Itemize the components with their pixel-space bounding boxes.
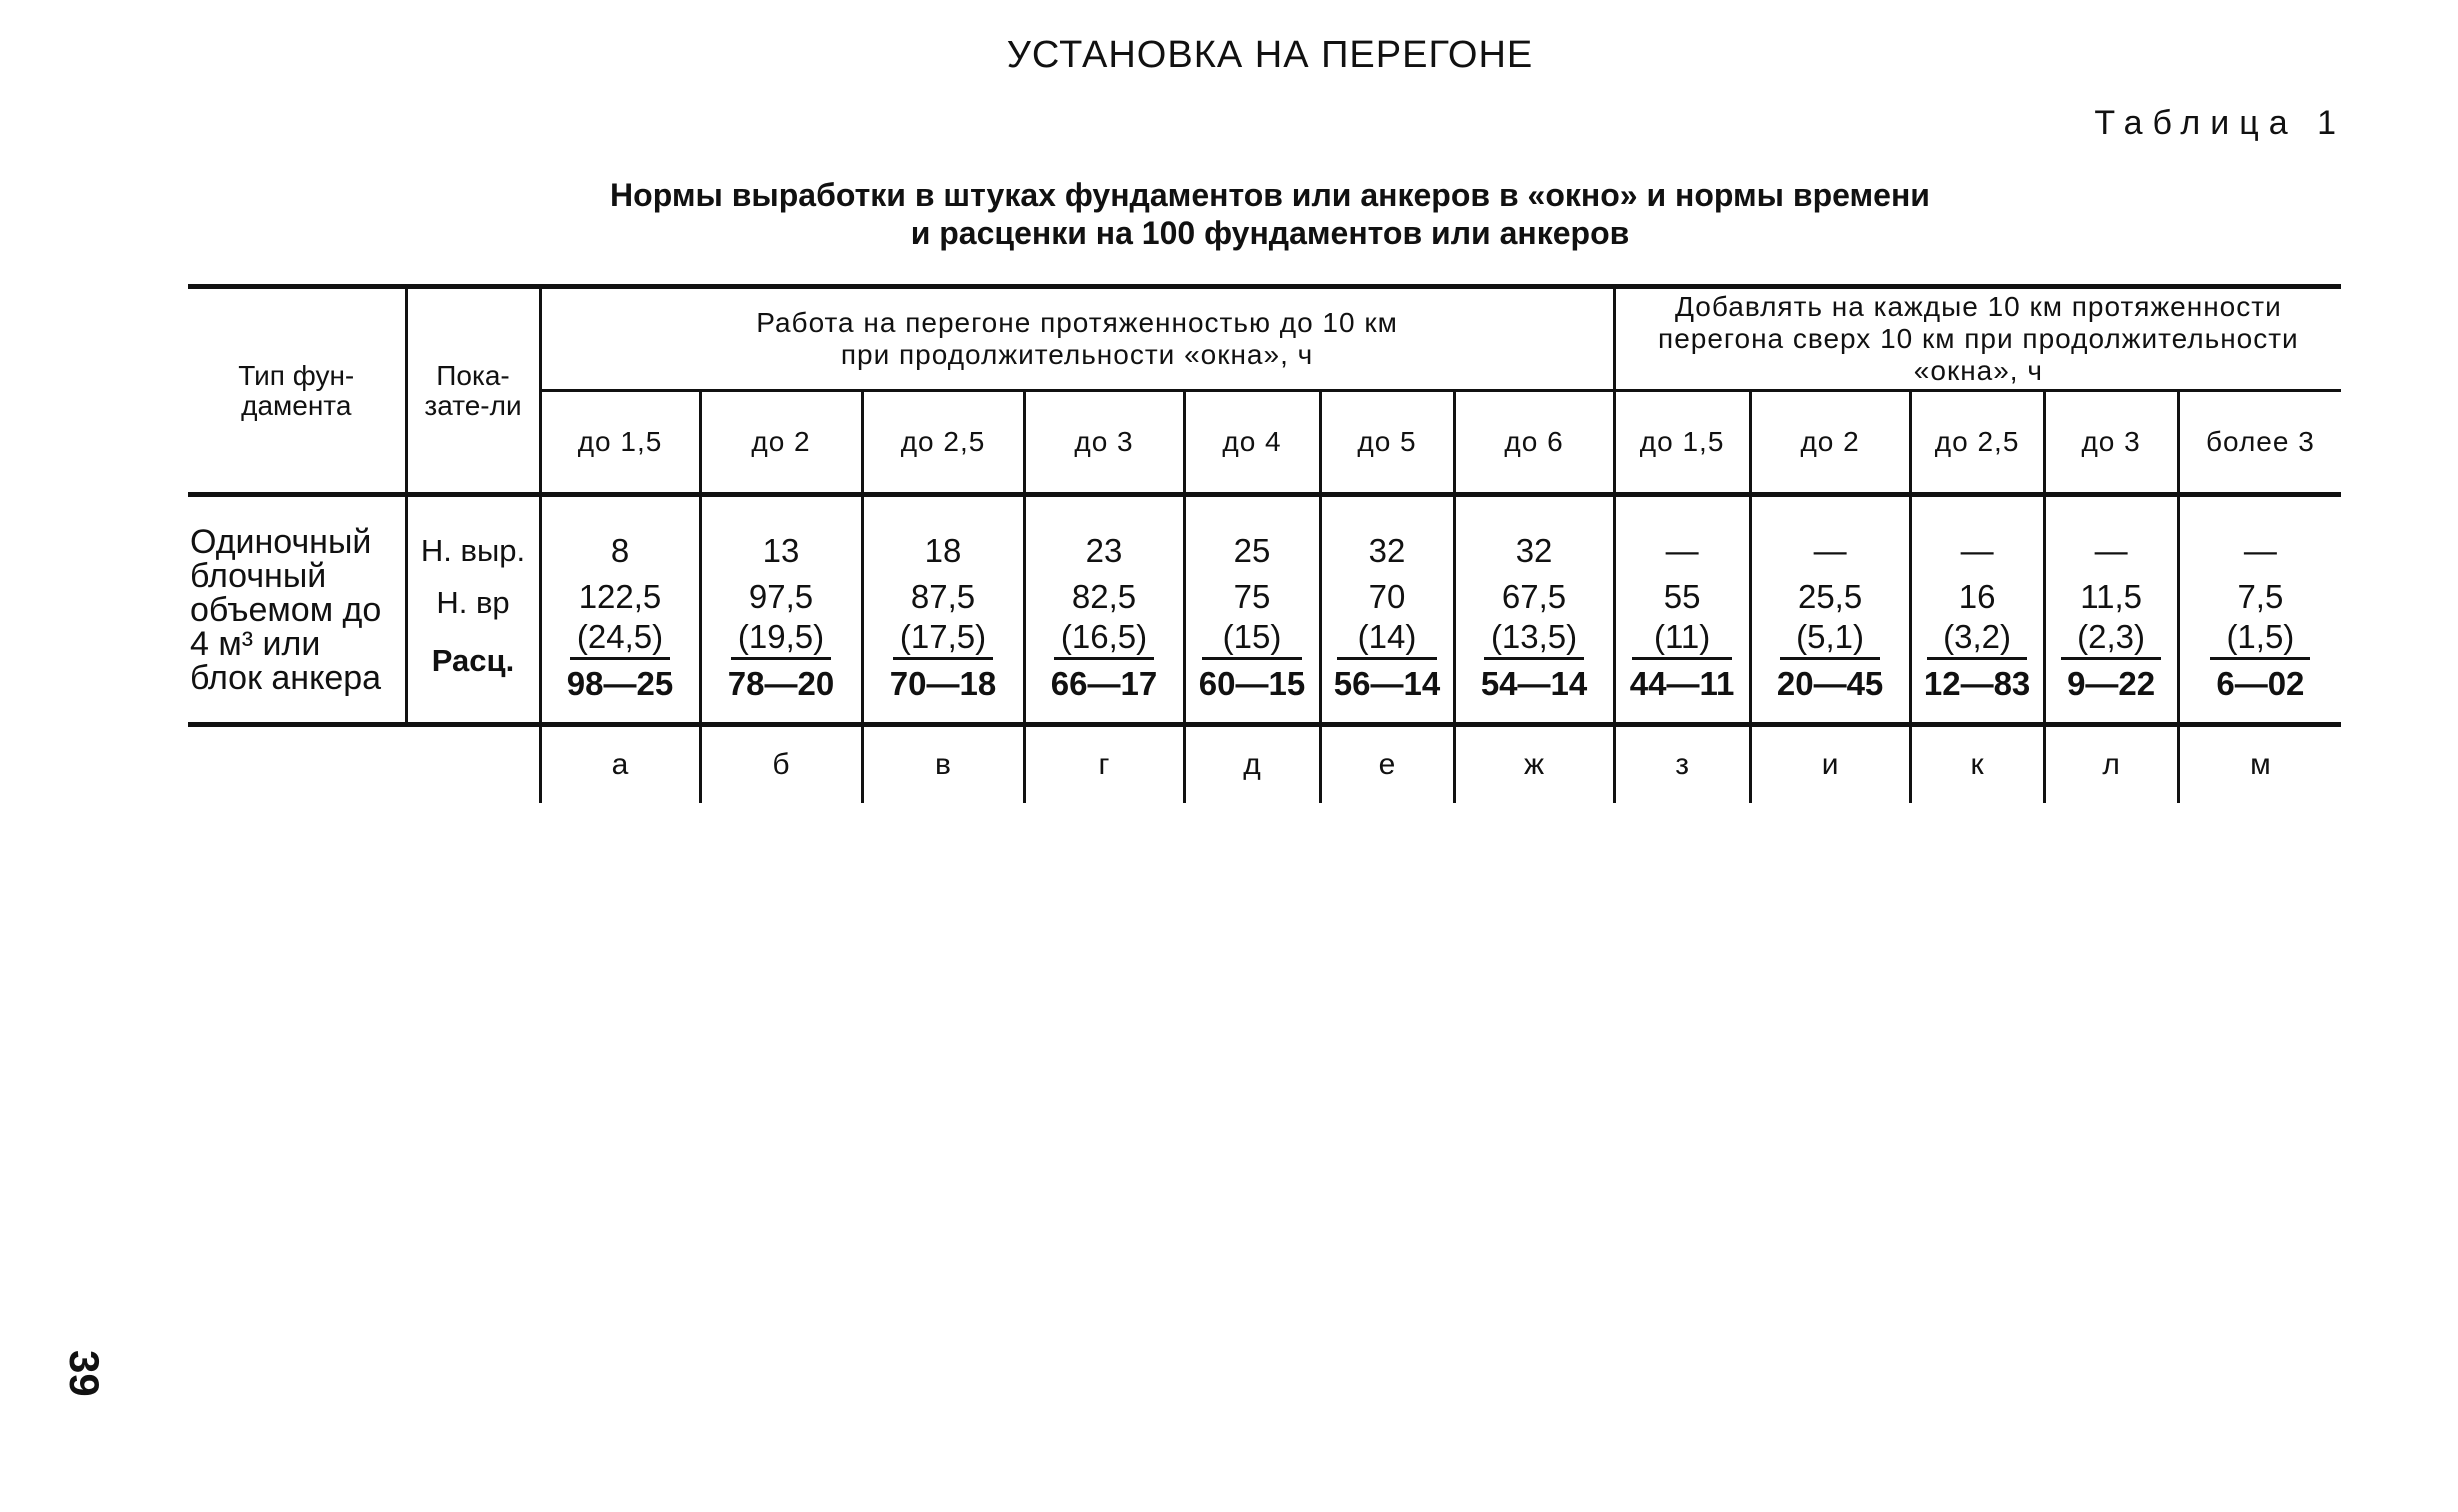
- output-norm-value: —: [2094, 532, 2128, 569]
- header-duration: до 1,5: [1614, 391, 1750, 495]
- column-letter: а: [540, 725, 700, 804]
- column-letter: л: [2044, 725, 2178, 804]
- table-number: Таблица 1: [2094, 104, 2346, 142]
- column-letter: к: [1910, 725, 2044, 804]
- header-duration: до 3: [2044, 391, 2178, 495]
- time-norm-paren-value: (5,1): [1780, 617, 1880, 660]
- column-letter: д: [1184, 725, 1320, 804]
- value-cell: [1024, 495, 1184, 725]
- time-norm-paren-value: (1,5): [2210, 617, 2310, 660]
- column-letter: и: [1750, 725, 1910, 804]
- time-norm-paren-value: (16,5): [1054, 617, 1154, 660]
- output-norm-value: 23: [1085, 532, 1123, 569]
- header-duration: до 2,5: [862, 391, 1024, 495]
- column-letter: з: [1614, 725, 1750, 804]
- rate-value: 20—45: [1776, 665, 1884, 702]
- header-group-additional-line-2: перегона сверх 10 км при продолжительности: [1658, 323, 2299, 354]
- column-letter-row: [188, 725, 2341, 804]
- time-norm-value: 97,5: [748, 578, 814, 615]
- output-norm-value: 32: [1368, 532, 1406, 569]
- time-norm-paren-value: (11): [1632, 617, 1732, 660]
- header-group-additional: [1614, 287, 2341, 391]
- blank-cell: [188, 725, 406, 804]
- header-indicators-label: Пока-зате-ли: [424, 359, 522, 421]
- column-letter: б: [700, 725, 862, 804]
- indicator-output-norm: Н. выр.: [420, 533, 526, 568]
- column-letter: г: [1024, 725, 1184, 804]
- foundation-type-cell: [188, 495, 406, 725]
- time-norm-value: 122,5: [578, 578, 662, 615]
- value-cell: [1614, 495, 1750, 725]
- time-norm-value: 7,5: [2237, 578, 2284, 615]
- header-duration: до 2: [700, 391, 862, 495]
- output-norm-value: —: [2243, 532, 2277, 569]
- time-norm-paren-value: (17,5): [893, 617, 993, 660]
- rate-value: 98—25: [566, 665, 674, 702]
- rate-value: 6—02: [2216, 665, 2305, 702]
- foundation-type-line: блок анкера: [190, 659, 382, 697]
- caption-line-2: и расценки на 100 фундаментов или анкеров: [910, 215, 1630, 251]
- time-norm-value: 16: [1958, 578, 1996, 615]
- value-cell: [1320, 495, 1454, 725]
- rate-value: 12—83: [1923, 665, 2031, 702]
- table-caption: [0, 176, 2458, 252]
- header-duration: до 2: [1750, 391, 1910, 495]
- column-letter: в: [862, 725, 1024, 804]
- column-letter: м: [2250, 748, 2271, 781]
- page-heading: УСТАНОВКА НА ПЕРЕГОНЕ: [1006, 34, 1534, 76]
- indicator-time-norm: Н. вр: [436, 585, 510, 620]
- value-cell: [1454, 495, 1614, 725]
- time-norm-value: 55: [1663, 578, 1701, 615]
- value-cell: [700, 495, 862, 725]
- header-group-base-line-2: при продолжительности «окна», ч: [840, 339, 1314, 370]
- output-norm-value: 8: [610, 532, 630, 569]
- time-norm-paren-value: (24,5): [570, 617, 670, 660]
- column-letter: е: [1320, 725, 1454, 804]
- table-row: [188, 495, 2341, 725]
- indicators-cell: [406, 495, 540, 725]
- column-letter: ж: [1454, 725, 1614, 804]
- rate-value: 70—18: [889, 665, 997, 702]
- indicator-rate: Расц.: [431, 643, 515, 678]
- rate-value: 56—14: [1333, 665, 1441, 702]
- norms-table: [188, 284, 2341, 803]
- time-norm-paren-value: (15): [1202, 617, 1302, 660]
- caption-line-1: Нормы выработки в штуках фундаментов или анкеров в «окно» и нормы времени: [610, 177, 1930, 213]
- foundation-type-line: блочный: [190, 557, 327, 595]
- time-norm-value: 67,5: [1501, 578, 1567, 615]
- value-cell: [862, 495, 1024, 725]
- time-norm-paren-value: (3,2): [1927, 617, 2027, 660]
- foundation-type-line: объемом до: [190, 591, 382, 629]
- header-duration: до 2,5: [1910, 391, 2044, 495]
- time-norm-value: 25,5: [1797, 578, 1863, 615]
- value-cell: [1910, 495, 2044, 725]
- header-foundation-type: [188, 287, 406, 495]
- time-norm-paren-value: (13,5): [1484, 617, 1584, 660]
- rate-value: 44—11: [1629, 665, 1735, 702]
- rate-value: 66—17: [1050, 665, 1158, 702]
- header-group-additional-line-3: «окна», ч: [1913, 355, 2043, 386]
- header-duration: до 3: [1024, 391, 1184, 495]
- header-duration: до 1,5: [540, 391, 700, 495]
- page-number: 39: [61, 1350, 108, 1397]
- header-group-base-line-1: Работа на перегоне протяженностью до 10 км: [756, 307, 1398, 338]
- header-foundation-type-label: Тип фун-дамента: [238, 359, 355, 421]
- rate-value: 54—14: [1480, 665, 1588, 702]
- header-duration: до 5: [1320, 391, 1454, 495]
- output-norm-value: 13: [762, 532, 800, 569]
- value-cell: [540, 495, 700, 725]
- output-norm-value: —: [1813, 532, 1847, 569]
- foundation-type-line: Одиночный: [190, 523, 372, 561]
- output-norm-value: —: [1960, 532, 1994, 569]
- value-cell: [1750, 495, 1910, 725]
- value-cell: [2044, 495, 2178, 725]
- header-indicators: [406, 287, 540, 495]
- time-norm-value: 11,5: [2080, 578, 2142, 615]
- output-norm-value: 32: [1515, 532, 1553, 569]
- rate-value: 9—22: [2067, 665, 2156, 702]
- header-duration: до 4: [1184, 391, 1320, 495]
- header-group-additional-line-1: Добавлять на каждые 10 км протяженности: [1675, 291, 2282, 322]
- time-norm-paren-value: (19,5): [731, 617, 831, 660]
- time-norm-paren-value: (2,3): [2061, 617, 2161, 660]
- header-duration: до 6: [1454, 391, 1614, 495]
- time-norm-paren-value: (14): [1337, 617, 1437, 660]
- time-norm-value: 82,5: [1071, 578, 1137, 615]
- time-norm-value: 70: [1368, 578, 1406, 615]
- value-cell: [2178, 495, 2341, 725]
- header-duration: более 3: [2178, 391, 2341, 495]
- rate-value: 78—20: [727, 665, 835, 702]
- blank-cell: [406, 725, 540, 804]
- time-norm-value: 75: [1233, 578, 1271, 615]
- output-norm-value: 25: [1233, 532, 1271, 569]
- foundation-type-line: 4 м³ или: [190, 625, 321, 663]
- value-cell: [1184, 495, 1320, 725]
- output-norm-value: —: [1665, 532, 1699, 569]
- header-group-base: [540, 287, 1614, 391]
- rate-value: 60—15: [1198, 665, 1306, 702]
- output-norm-value: 18: [924, 532, 962, 569]
- time-norm-value: 87,5: [910, 578, 976, 615]
